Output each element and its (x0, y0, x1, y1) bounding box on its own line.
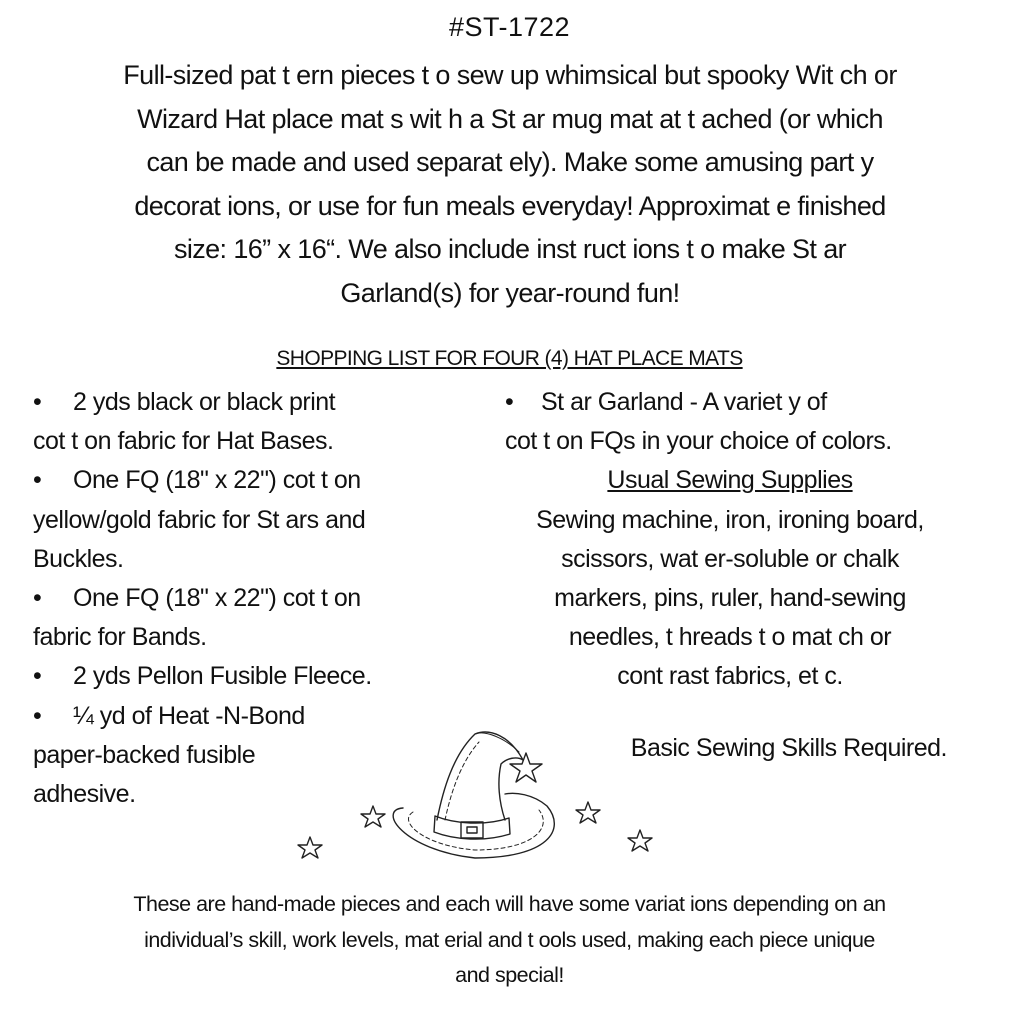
list-item-text: ¼ yd of Heat -N-Bond (73, 701, 305, 730)
disclaimer-line: These are hand-made pieces and each will have some variat ions depending on an (133, 892, 886, 916)
description-line: can be made and used separat ely). Make some amusing part y (146, 147, 874, 177)
list-item-text: yellow/gold fabric for St ars and (33, 505, 366, 534)
disclaimer (20, 887, 999, 994)
bullet: • (505, 388, 514, 416)
list-item (505, 383, 955, 422)
list-item-text: cot t on fabric for Hat Bases. (33, 427, 334, 456)
supplies-line: markers, pins, ruler, hand-sewing (554, 584, 906, 613)
description-line: Full-sized pat t ern pieces t o sew up whimsical but spooky Wit ch or (123, 60, 897, 90)
supplies-line: Sewing machine, iron, ironing board, (536, 505, 924, 534)
list-item (33, 461, 503, 500)
list-item-text: Buckles. (33, 544, 124, 573)
list-item (33, 579, 503, 618)
list-item-text: One FQ (18" x 22") cot t on (73, 466, 361, 495)
list-item-text: cot t on FQs in your choice of colors. (505, 427, 892, 456)
description-line: Garland(s) for year-round fun! (340, 277, 680, 308)
bullet: • (33, 584, 42, 613)
supplies-line: scissors, wat er-soluble or chalk (561, 544, 899, 573)
shopping-list-heading: SHOPPING LIST FOR FOUR (4) HAT PLACE MATS (276, 347, 743, 370)
bullet: • (33, 388, 42, 416)
description-line: decorat ions, or use for fun meals everyday! Approximat e finished (134, 190, 886, 221)
disclaimer-line: and special! (455, 963, 564, 987)
list-item-text: paper-backed fusible (33, 740, 256, 769)
list-item-text: fabric for Bands. (33, 623, 207, 652)
list-item-text: 2 yds Pellon Fusible Fleece. (73, 662, 372, 691)
pattern-number: #ST-1722 (448, 12, 571, 42)
shopping-list-right (505, 383, 955, 697)
bullet: • (33, 466, 42, 495)
list-item (33, 657, 503, 696)
supplies-line: cont rast fabrics, et c. (617, 662, 843, 691)
list-item-text: 2 yds black or black print (73, 388, 336, 416)
skills-note: Basic Sewing Skills Required. (630, 734, 947, 762)
list-item-text: One FQ (18" x 22") cot t on (73, 584, 361, 613)
witch-hat-illustration (285, 720, 675, 880)
supplies-line: needles, t hreads t o mat ch or (568, 623, 892, 652)
list-item-text: St ar Garland - A variet y of (541, 388, 827, 416)
bullet: • (33, 662, 42, 691)
shopping-list-heading-wrap (0, 347, 1019, 371)
supplies-heading-wrap (505, 461, 955, 500)
description-line: size: 16” x 16“. We also include inst ruct ions t o make St ar (173, 234, 847, 264)
list-item-text: adhesive. (33, 780, 136, 809)
list-item (33, 383, 503, 422)
disclaimer-line: individual’s skill, work levels, mat erial and t ools used, making each piece unique (144, 927, 875, 952)
bullet: • (33, 701, 42, 730)
supplies-heading: Usual Sewing Supplies (607, 466, 853, 495)
pattern-description (40, 54, 980, 315)
description-line: Wizard Hat place mat s wit h a St ar mug mat at t ached (or which (137, 103, 883, 134)
